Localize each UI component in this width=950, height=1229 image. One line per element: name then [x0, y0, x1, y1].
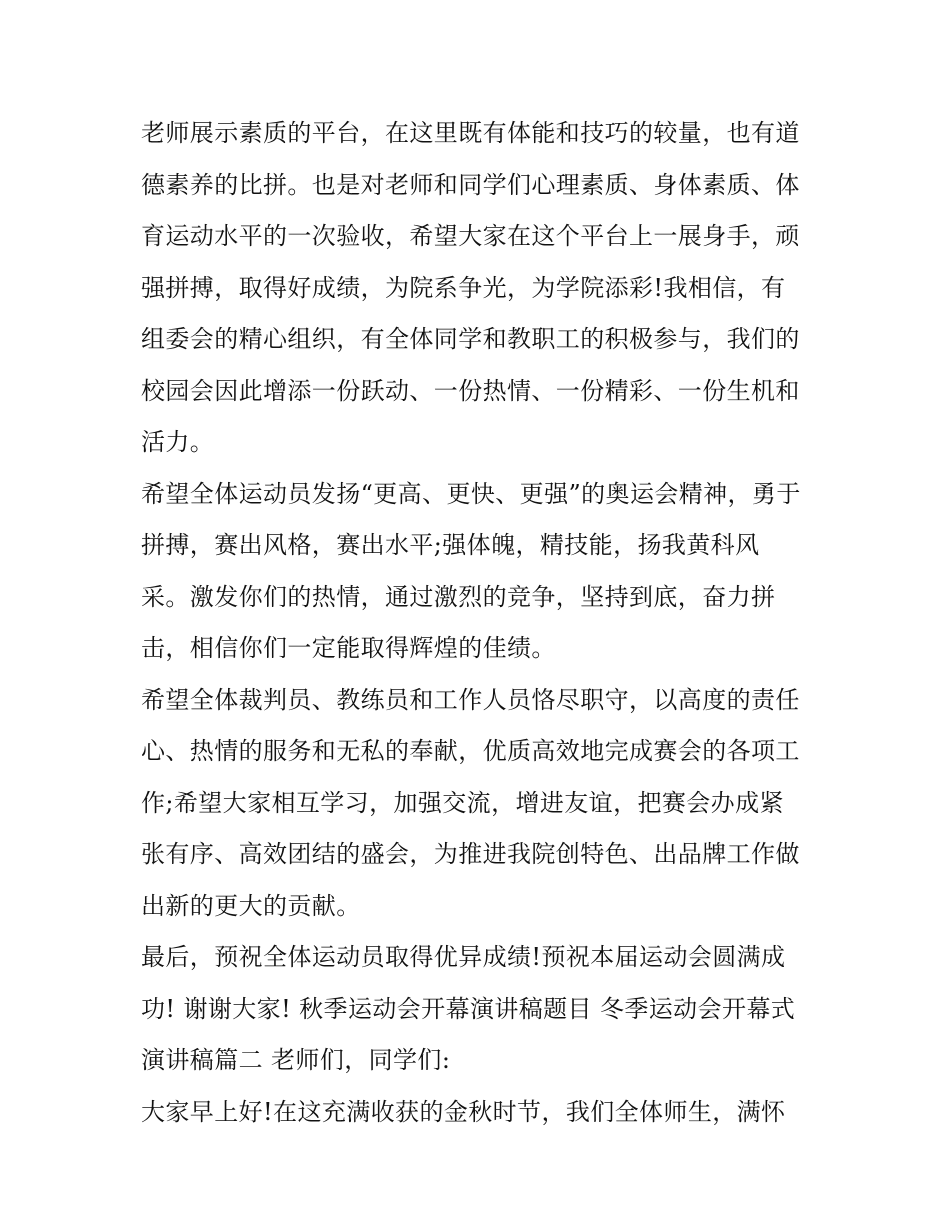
text-line: 拼搏，赛出风格，赛出水平;强体魄，精技能，扬我黄科风 — [141, 531, 760, 559]
document-body — [141, 108, 821, 1138]
text-line: 采。激发你们的热情，通过激烈的竞争，坚持到底，奋力拼 — [141, 582, 776, 611]
text-line: 作;希望大家相互学习，加强交流，增进友谊，把赛会办成紧 — [141, 788, 784, 817]
text-line: 最后，预祝全体运动员取得优异成绩!预祝本届运动会圆满成 — [141, 943, 786, 971]
text-line: 德素养的比拼。也是对老师和同学们心理素质、身体素质、体 — [141, 170, 800, 199]
text-line: 功! 谢谢大家! 秋季运动会开幕演讲稿题目 冬季运动会开幕式 — [141, 994, 796, 1023]
text-line: 大家早上好!在这充满收获的金秋时节，我们全体师生，满怀 — [141, 1097, 786, 1126]
text-line: 心、热情的服务和无私的奉献，优质高效地完成赛会的各项工 — [141, 737, 800, 765]
text-line: 老师展示素质的平台，在这里既有体能和技巧的较量，也有道 — [141, 119, 800, 147]
text-line: 希望全体运动员发扬“更高、更快、更强”的奥运会精神，勇于 — [141, 479, 801, 508]
text-line: 强拼搏，取得好成绩，为院系争光，为学院添彩!我相信，有 — [141, 273, 786, 302]
text-line: 校园会因此增添一份跃动、一份热情、一份精彩、一份生机和 — [141, 376, 800, 405]
text-line: 育运动水平的一次验收，希望大家在这个平台上一展身手，顽 — [141, 222, 800, 250]
text-line: 出新的更大的贡献。 — [141, 891, 361, 920]
text-line: 张有序、高效团结的盛会，为推进我院创特色、出品牌工作做 — [141, 840, 800, 868]
text-line: 击，相信你们一定能取得辉煌的佳绩。 — [141, 634, 556, 662]
text-line: 活力。 — [141, 428, 215, 456]
text-line: 希望全体裁判员、教练员和工作人员恪尽职守，以高度的责任 — [141, 685, 800, 714]
text-line: 演讲稿篇二 老师们，同学们: — [141, 1046, 451, 1074]
text-line: 组委会的精心组织，有全体同学和教职工的积极参与，我们的 — [141, 325, 800, 353]
